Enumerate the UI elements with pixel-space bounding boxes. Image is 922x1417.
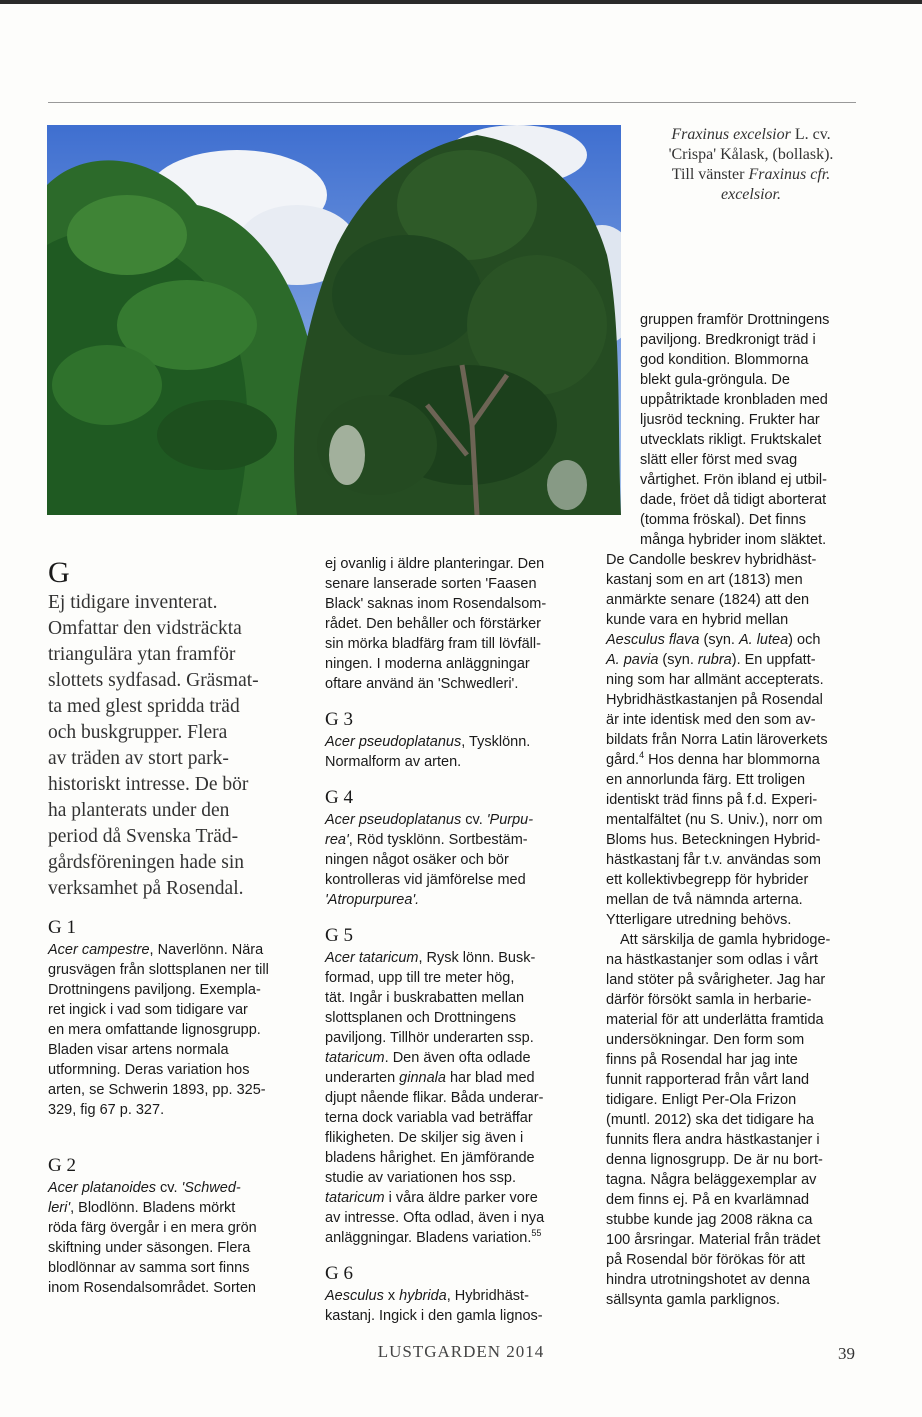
subspecies-name: ginnala	[399, 1070, 446, 1086]
caption-author: L. cv.	[790, 126, 831, 143]
entry-g5-line: tät. Ingår i buskrabatten mellan	[325, 990, 525, 1006]
spacer	[325, 1248, 587, 1262]
entry-text: i våra äldre parker vore	[384, 1190, 538, 1206]
entry-g3-line	[325, 732, 587, 752]
species-name: Aesculus flava	[606, 632, 700, 648]
footnote-ref: 55	[531, 1228, 542, 1239]
entry-g1-line: en mera omfattande lignosgrupp.	[48, 1022, 261, 1038]
entry-g1-line: ret ingick i vad som tidigare var	[48, 1002, 248, 1018]
body-line: sällsynta gamla parklignos.	[606, 1292, 781, 1308]
intro-line: triangulära ytan framför	[48, 644, 236, 665]
species-name: Acer pseudoplatanus	[325, 812, 462, 828]
entry-g6-continued-line: (tomma fröskal). Det finns	[640, 512, 806, 528]
body-line: (muntl. 2012) ska det tidigare ha	[606, 1112, 814, 1128]
species-name: A. lutea	[738, 632, 789, 648]
species-name: Acer campestre	[48, 942, 150, 958]
intro-line: Ej tidigare inventerat.	[48, 592, 218, 613]
entry-g6-continued-line: uppåtriktade kronbladen med	[640, 392, 828, 408]
journal-footer: LUSTGARDEN 2014	[377, 1342, 545, 1361]
body-line: kunde vara en hybrid mellan	[606, 612, 789, 628]
entry-text: , Röd tysklönn. Sortbestäm-	[348, 832, 528, 848]
spacer	[325, 772, 587, 786]
entry-heading-g4: G 4	[325, 787, 353, 808]
entry-g5-line: djupt nående flikar. Båda underar-	[325, 1090, 544, 1106]
entry-text: underarten	[325, 1070, 400, 1086]
column-3-indented-block	[606, 310, 868, 550]
entry-text: har blad med	[445, 1070, 535, 1086]
entry-g6-continued-line: paviljong. Bredkronigt träd i	[640, 332, 816, 348]
body-line: därför försökt samla in herbarie-	[606, 992, 812, 1008]
entry-g6-continued-line: slätt eller först med svag	[640, 452, 798, 468]
body-line: De Candolle beskrev hybridhäst-	[606, 552, 817, 568]
entry-g5-line: av intresse. Ofta odlad, även i nya	[325, 1210, 545, 1226]
header-rule	[48, 102, 856, 103]
body-line: mellan de två nämnda arterna.	[606, 892, 803, 908]
entry-text: . Den även ofta odlade	[384, 1050, 531, 1066]
body-line: land stöter på svårigheter. Jag har	[606, 972, 826, 988]
body-line: anmärkte senare (1824) att den	[606, 592, 810, 608]
entry-text: , Hybridhäst-	[446, 1288, 529, 1304]
intro-line: av träden av stort park-	[48, 748, 229, 769]
entry-g2-continued-line: ningen. I moderna anläggningar	[325, 656, 530, 672]
entry-g5-line: paviljong. Tillhör underarten ssp.	[325, 1030, 534, 1046]
entry-text: ) och	[788, 632, 821, 648]
genus-name: Aesculus	[325, 1288, 384, 1304]
entry-g6-continued-line: vårtighet. Frön ibland ej utbil-	[640, 472, 827, 488]
top-edge-bar	[0, 0, 922, 4]
entry-g6-continued-line: blekt gula-gröngula. De	[640, 372, 790, 388]
entry-g1-line: utformning. Deras variation hos	[48, 1062, 250, 1078]
entry-g6-continued-line: dade, fröet då tidigt aborterat	[640, 492, 827, 508]
entry-heading-g1: G 1	[48, 917, 76, 938]
body-line: 100 årsringar. Material från trädet	[606, 1232, 821, 1248]
body-line: tagna. Några beläggexemplar av	[606, 1172, 817, 1188]
intro-line: och buskgrupper. Flera	[48, 722, 228, 743]
entry-heading-g6: G 6	[325, 1263, 353, 1284]
body-line: undersökningar. Den form som	[606, 1032, 805, 1048]
spacer	[325, 694, 587, 708]
cultivar-name: rea'	[325, 832, 349, 848]
tree-photograph	[47, 125, 621, 515]
entry-text: (syn.	[699, 632, 739, 648]
body-line: ning som har allmänt accepterats.	[606, 672, 824, 688]
column-1	[48, 556, 310, 1298]
body-line	[606, 630, 868, 650]
hybrid-sign: x	[383, 1288, 400, 1304]
cultivar-name: 'Schwed-	[181, 1180, 241, 1196]
body-line: en annorlunda färg. Ett troligen	[606, 772, 806, 788]
subspecies-name: tataricum	[325, 1190, 385, 1206]
caption-left-species: Fraxinus cfr.	[748, 166, 831, 183]
body-line: funnits flera andra hästkastanjer i	[606, 1132, 820, 1148]
entry-g2-line: blodlönnar av samma sort finns	[48, 1260, 250, 1276]
species-name: Acer tataricum	[325, 950, 419, 966]
footnote-ref: 4	[639, 750, 645, 761]
entry-g1-line: Bladen visar artens normala	[48, 1042, 229, 1058]
species-name: A. pavia	[606, 652, 659, 668]
entry-g6-line	[325, 1286, 587, 1306]
entry-g5-line	[325, 1228, 587, 1248]
intro-line: ta med glest spridda träd	[48, 696, 240, 717]
entry-g2-continued-line: sin mörka bladfärg fram till lövfäll-	[325, 636, 541, 652]
body-line: funnit rapporterad från vårt land	[606, 1072, 810, 1088]
entry-g2-line: skiftning under säsongen. Flera	[48, 1240, 251, 1256]
species-name: rubra	[697, 652, 732, 668]
entry-g2-continued-line: Black' saknas inom Rosendalsom-	[325, 596, 547, 612]
intro-line: historiskt intresse. De bör	[48, 774, 249, 795]
entry-heading-g2: G 2	[48, 1155, 76, 1176]
entry-text: anläggningar. Bladens variation.	[325, 1230, 532, 1246]
entry-g2-continued-line: rådet. Den behåller och förstärker	[325, 616, 541, 632]
body-line: Bloms hus. Beteckningen Hybrid-	[606, 832, 821, 848]
section-heading: G	[48, 556, 70, 589]
species-name: Acer platanoides	[48, 1180, 157, 1196]
body-line: Hybridhästkastanjen på Rosendal	[606, 692, 823, 708]
entry-g3-line: Normalform av arten.	[325, 754, 462, 770]
entry-g6-continued-line: gruppen framför Drottningens	[640, 312, 830, 328]
body-line	[606, 750, 868, 770]
entry-heading-g5: G 5	[325, 925, 353, 946]
intro-line: verksamhet på Rosendal.	[48, 878, 244, 899]
entry-g1-line: arten, se Schwerin 1893, pp. 325-	[48, 1082, 266, 1098]
cultivar-name: leri'	[48, 1200, 71, 1216]
entry-g5-line: terna dock variabla vad beträffar	[325, 1110, 533, 1126]
entry-text: cv.	[156, 1180, 182, 1196]
entry-g1-line: grusvägen från slottsplanen ner till	[48, 962, 269, 978]
body-line	[606, 650, 868, 670]
body-line: stubbe kunde jag 2008 räkna ca	[606, 1212, 813, 1228]
spacer	[325, 910, 587, 924]
intro-line: ha planterats under den	[48, 800, 230, 821]
entry-g4-line: ningen något osäker och bör	[325, 852, 509, 868]
entry-g2-continued-line: senare lanserade sorten 'Faasen	[325, 576, 537, 592]
body-line: kastanj som en art (1813) men	[606, 572, 803, 588]
entry-g5-line: formad, upp till tre meter hög,	[325, 970, 515, 986]
page-number: 39	[838, 1344, 855, 1363]
entry-text: , Naverlönn. Nära	[149, 942, 264, 958]
spacer	[48, 902, 310, 916]
body-line: dem finns ej. På en kvarlämnad	[606, 1192, 810, 1208]
entry-text: , Tysklönn.	[461, 734, 531, 750]
body-line: Att särskilja de gamla hybridoge-	[620, 932, 831, 948]
entry-g5-line	[325, 1048, 587, 1068]
spacer	[48, 1120, 310, 1154]
photo-caption	[626, 125, 876, 205]
body-line: på Rosendal bör förökas för att	[606, 1252, 806, 1268]
body-line: finns på Rosendal har jag inte	[606, 1052, 798, 1068]
caption-left-epithet: excelsior.	[721, 186, 781, 203]
body-line: identiskt träd finns på f.d. Experi-	[606, 792, 818, 808]
cultivar-name: 'Purpu-	[486, 812, 534, 828]
intro-line: Omfattar den vidsträckta	[48, 618, 242, 639]
caption-line-4	[626, 185, 876, 205]
entry-text: gård.	[606, 752, 640, 768]
body-line: hindra utrotningshotet av denna	[606, 1272, 810, 1288]
entry-g5-line: studie av variationen hos ssp.	[325, 1170, 517, 1186]
entry-g5-line: slottsplanen och Drottningens	[325, 1010, 517, 1026]
entry-g2-continued-line: ej ovanlig i äldre planteringar. Den	[325, 556, 545, 572]
entry-g2-line	[48, 1198, 310, 1218]
epithet-name: hybrida	[399, 1288, 447, 1304]
caption-line-3	[626, 165, 876, 185]
entry-g6-line: kastanj. Ingick i den gamla lignos-	[325, 1308, 543, 1324]
entry-g5-line: flikigheten. De skiljer sig även i	[325, 1130, 524, 1146]
entry-g6-continued-line: utvecklats rikligt. Fruktskalet	[640, 432, 822, 448]
entry-g2-line	[48, 1178, 310, 1198]
entry-g4-line: kontrolleras vid jämförelse med	[325, 872, 526, 888]
caption-species-name: Fraxinus excelsior	[671, 126, 791, 143]
entry-g2-line: inom Rosendalsområdet. Sorten	[48, 1280, 256, 1296]
subspecies-name: tataricum	[325, 1050, 385, 1066]
column-2	[325, 554, 587, 1326]
entry-text: , Rysk lönn. Busk-	[418, 950, 536, 966]
body-line: material för att underlätta framtida	[606, 1012, 824, 1028]
caption-line-1	[626, 125, 876, 145]
entry-g5-line	[325, 948, 587, 968]
entry-text: Hos denna har blommorna	[644, 752, 820, 768]
species-name: Acer pseudoplatanus	[325, 734, 462, 750]
entry-g2-continued-line: oftare använd än 'Schwedleri'.	[325, 676, 519, 692]
body-line: bildats från Norra Latin läroverkets	[606, 732, 828, 748]
intro-line: slottets sydfasad. Gräsmat-	[48, 670, 259, 691]
entry-g4-line	[325, 830, 587, 850]
entry-g6-continued-line: ljusröd teckning. Frukter har	[640, 412, 820, 428]
entry-g2-line: röda färg övergår i en mera grön	[48, 1220, 257, 1236]
body-line: ett kollektivbegrepp för hybrider	[606, 872, 809, 888]
body-line: Ytterligare utredning behövs.	[606, 912, 792, 928]
entry-g6-continued-line: god kondition. Blommorna	[640, 352, 809, 368]
tree-photo-illustration	[47, 125, 621, 515]
entry-g1-line	[48, 940, 310, 960]
cultivar-name: 'Atropurpurea'.	[325, 892, 420, 908]
entry-g6-continued-line: många hybrider inom släktet.	[640, 532, 827, 548]
entry-g1-line: 329, fig 67 p. 327.	[48, 1102, 165, 1118]
intro-line: period då Svenska Träd-	[48, 826, 239, 847]
body-line: denna lignosgrupp. De är nu bort-	[606, 1152, 823, 1168]
body-line: na hästkastanjer som odlas i vårt	[606, 952, 818, 968]
column-3	[606, 310, 868, 1310]
body-line: tidigare. Enligt Per-Ola Frizon	[606, 1092, 797, 1108]
entry-g1-line: Drottningens paviljong. Exempla-	[48, 982, 261, 998]
caption-line-2: 'Crispa' Kålask, (bollask).	[668, 146, 834, 163]
body-line: är inte identisk med den som av-	[606, 712, 816, 728]
entry-g4-line	[325, 810, 587, 830]
caption-left-text: Till vänster	[671, 166, 749, 183]
entry-text: , Blodlönn. Bladens mörkt	[70, 1200, 236, 1216]
intro-line: gårdsföreningen hade sin	[48, 852, 245, 873]
section-intro	[48, 590, 310, 902]
entry-heading-g3: G 3	[325, 709, 353, 730]
entry-text: ). En uppfatt-	[731, 652, 816, 668]
entry-g5-line: bladens hårighet. En jämförande	[325, 1150, 535, 1166]
body-line: hästkastanj får t.v. användas som	[606, 852, 821, 868]
entry-g5-line	[325, 1068, 587, 1088]
entry-text: cv.	[461, 812, 487, 828]
body-line: mentalfältet (nu S. Univ.), norr om	[606, 812, 823, 828]
entry-text: (syn.	[658, 652, 698, 668]
entry-g4-line	[325, 890, 587, 910]
entry-g5-line	[325, 1188, 587, 1208]
